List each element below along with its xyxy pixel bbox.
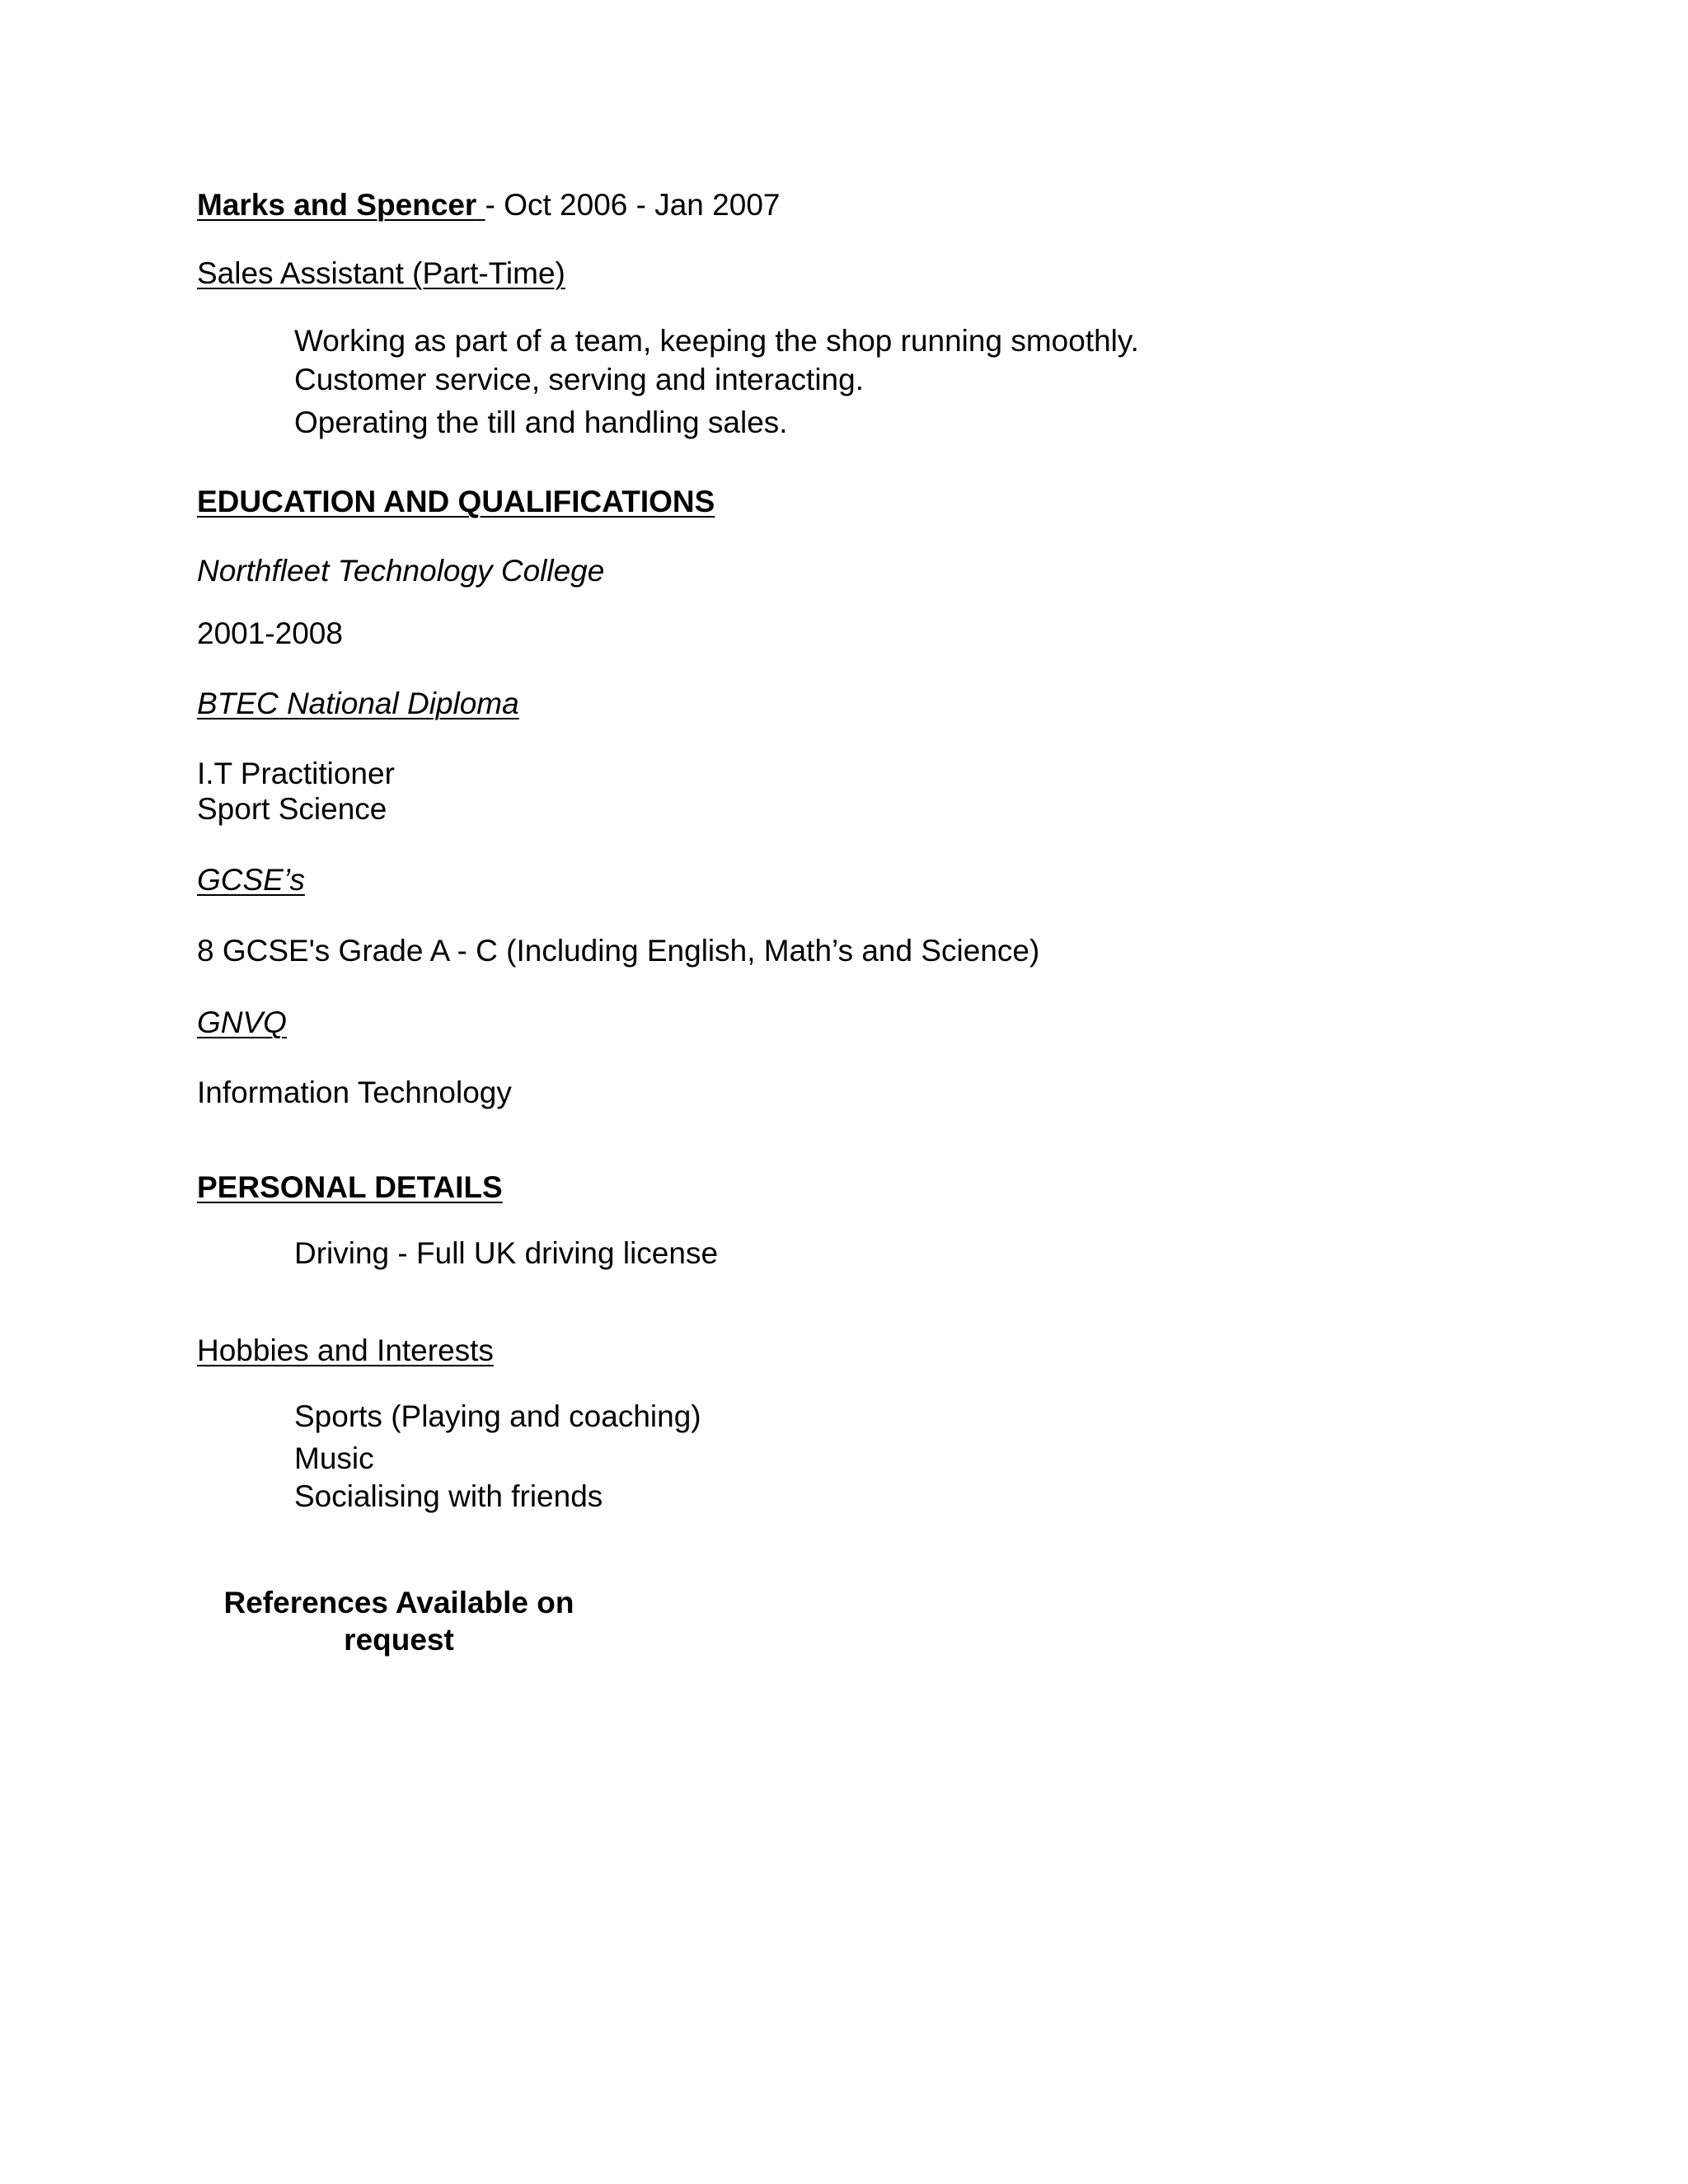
education-heading: EDUCATION AND QUALIFICATIONS: [197, 485, 715, 518]
duty-item: Working as part of a team, keeping the shop running smoothly.: [294, 324, 1139, 358]
hobby-item: Music: [294, 1441, 374, 1475]
gnvq-detail: Information Technology: [197, 1076, 512, 1109]
references-note: [197, 1584, 601, 1658]
driving-detail: Driving - Full UK driving license: [294, 1236, 719, 1270]
hobby-item: Sports (Playing and coaching): [294, 1399, 701, 1433]
job-role: Sales Assistant (Part-Time): [197, 256, 565, 290]
institution-name: Northfleet Technology College: [197, 554, 605, 588]
references-line: References Available on: [223, 1586, 574, 1619]
gcse-detail: 8 GCSE's Grade A - C (Including English, Math’s and Science): [197, 934, 1040, 968]
references-line: request: [344, 1623, 454, 1657]
btec-item: I.T Practitioner: [197, 757, 395, 790]
gcse-heading: GCSE’s: [197, 863, 305, 897]
education-years: 2001-2008: [197, 616, 343, 650]
employer-name: Marks and Spencer: [197, 188, 477, 222]
btec-item: Sport Science: [197, 792, 387, 826]
duty-item: Customer service, serving and interacting.: [294, 363, 864, 396]
btec-heading: BTEC National Diploma: [197, 687, 519, 720]
duty-item: Operating the till and handling sales.: [294, 405, 788, 439]
gnvq-heading: GNVQ: [197, 1005, 287, 1039]
employer-line: [197, 190, 780, 220]
personal-details-heading: PERSONAL DETAILS: [197, 1170, 503, 1204]
hobbies-heading: Hobbies and Interests: [197, 1333, 494, 1367]
employment-dates: - Oct 2006 - Jan 2007: [485, 188, 781, 222]
hobby-item: Socialising with friends: [294, 1479, 603, 1513]
